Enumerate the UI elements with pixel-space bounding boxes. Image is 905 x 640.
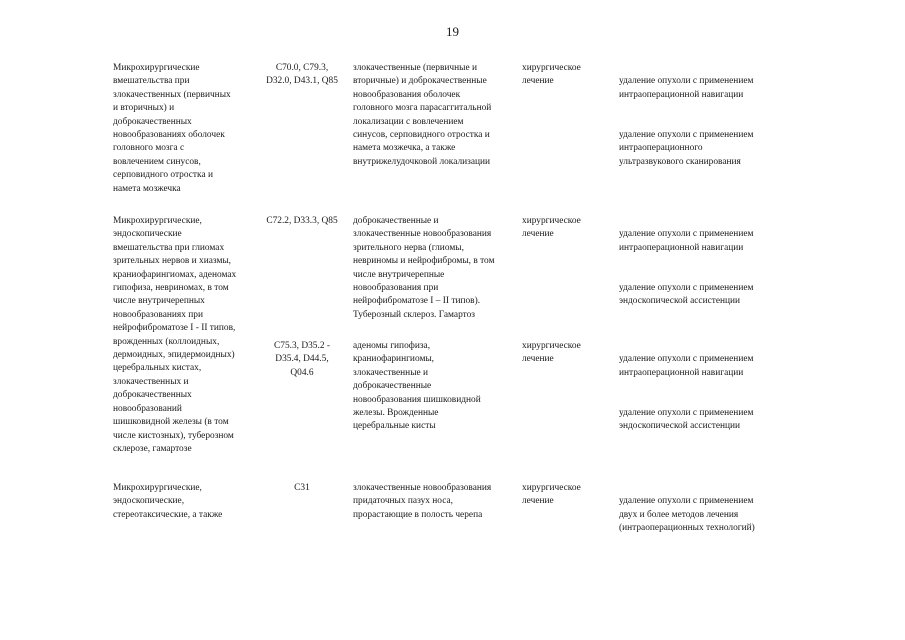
treatment-type-cell: хирургическое лечение	[522, 483, 581, 507]
methods-cell	[619, 340, 799, 447]
intervention-cell: Микрохирургические, эндоскопические вмешательства при глиомах зрительных нервов и хиазмы, краниофарингиомах, аденомах гипофиза, невриномах, в том числе внутричерепных новообразованиях при нейрофиброматозе I - II типов, врожденных (коллоидных, дермоидных, эпидермоидных) церебральных кистах, злокачественных и доброкачественных новообразований шишковидной железы (в том числе кистозных), туберозном склерозе, гамартозе	[113, 216, 237, 454]
diagnosis-cell: злокачественные (первичные и вторичные) и доброкачественные новообразования оболочек головного мозга парасаггитальной локализации с вовлечением синусов, серповидного отростка и намета мозжечка, а также внутрижелудочковой локализации	[353, 63, 492, 167]
method-item: удаление опухоли с применением эндоскопической ассистенции	[619, 283, 754, 307]
methods-cell	[619, 62, 799, 183]
icd-codes-cell: C72.2, D33.3, Q85	[266, 216, 338, 226]
icd-codes-cell: C70.0, C79.3, D32.0, D43.1, Q85	[266, 63, 338, 87]
method-item: удаление опухоли с применением интраоперационного ультразвукового сканирования	[619, 130, 754, 167]
page-number: 19	[446, 24, 459, 39]
treatment-type-cell: хирургическое лечение	[522, 341, 581, 365]
diagnosis-cell: злокачественные новообразования придаточных пазух носа, прорастающие в полость черепа	[353, 483, 492, 520]
icd-codes-cell: C75.3, D35.2 - D35.4, D44.5, Q04.6	[274, 341, 330, 378]
methods-cell	[619, 215, 799, 322]
intervention-cell: Микрохирургические, эндоскопические, стереотаксические, а также	[113, 483, 223, 520]
diagnosis-cell: аденомы гипофиза, краниофарингиомы, злокачественные и доброкачественные новообразования шишковидной железы. Врожденные церебральные кисты	[353, 341, 481, 432]
intervention-cell: Микрохирургические вмешательства при злокачественных (первичных и вторичных) и доброкачественных новообразованиях оболочек головного мозга с вовлечением синусов, серповидного отростка и намета мозжечка	[113, 63, 231, 194]
method-item: удаление опухоли с применением двух и более методов лечения (интраоперационных технологий)	[619, 496, 755, 534]
method-item: удаление опухоли с применением интраоперационной навигации	[619, 229, 754, 253]
treatment-type-cell: хирургическое лечение	[522, 63, 581, 87]
method-item: удаление опухоли с применением эндоскопической ассистенции	[619, 408, 754, 432]
method-item: удаление опухоли с применением интраоперационной навигации	[619, 76, 754, 100]
icd-codes-cell: C31	[294, 483, 310, 493]
treatment-type-cell: хирургическое лечение	[522, 216, 581, 240]
methods-cell	[619, 482, 799, 549]
method-item: удаление опухоли с применением интраоперационной навигации	[619, 354, 754, 378]
diagnosis-cell: доброкачественные и злокачественные новообразования зрительного нерва (глиомы, невриномы и нейрофибромы, в том числе внутричерепные новообразования при нейрофиброматозе I – II типов). Туберозный склероз. Гамартоз	[353, 216, 495, 320]
